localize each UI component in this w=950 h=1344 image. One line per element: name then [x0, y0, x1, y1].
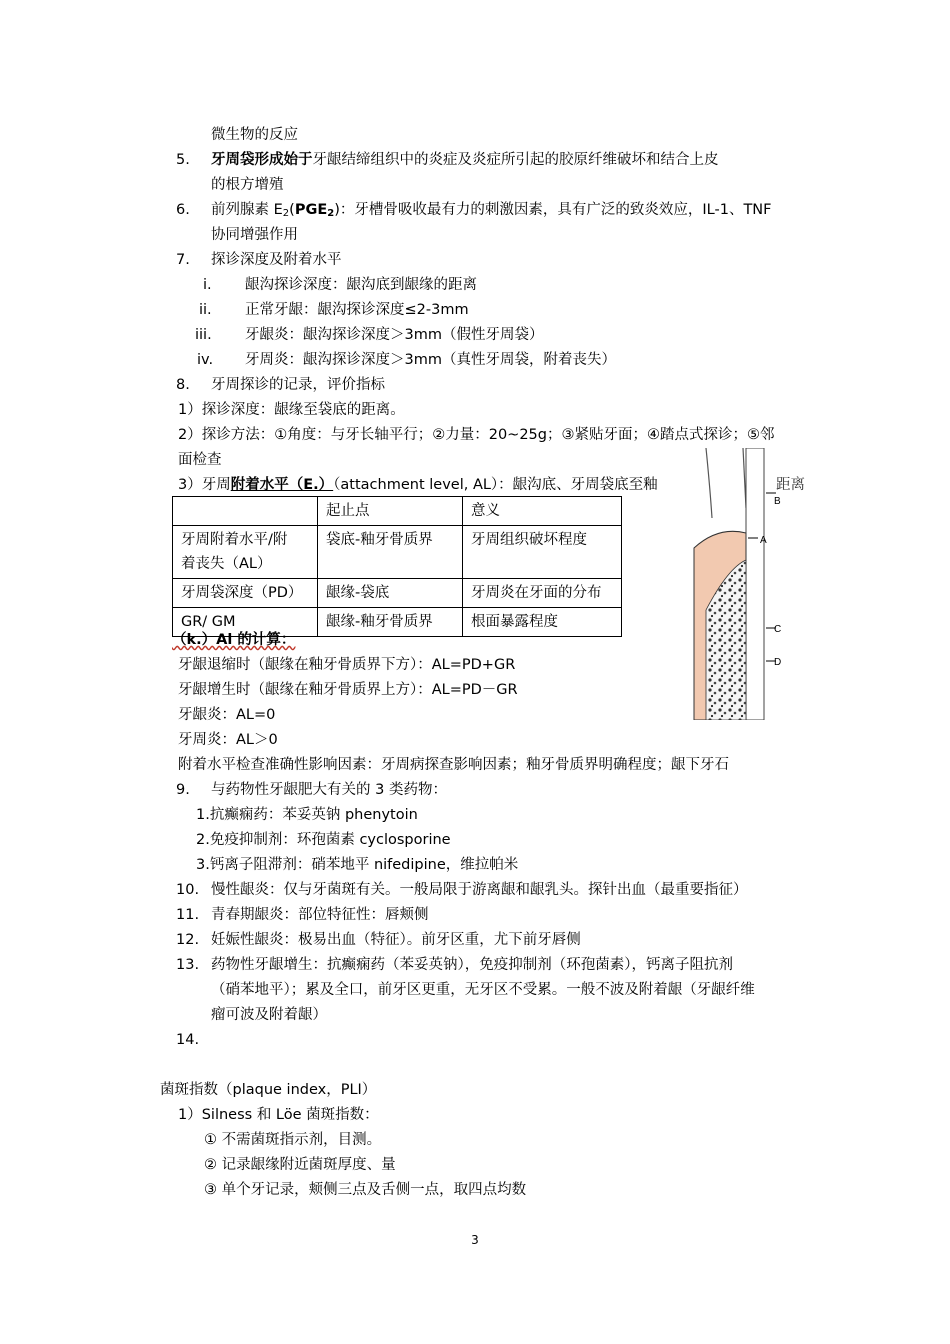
- list-item-line: 协同增强作用: [211, 227, 298, 243]
- list-item: 妊娠性龈炎：极易出血（特征）。前牙区重，尤下前牙唇侧: [211, 932, 581, 948]
- list-item-line: 的根方增殖: [211, 177, 284, 193]
- list-item: 药物性牙龈增生：抗癫痫药（苯妥英钠），免疫抑制剂（环孢菌素），钙离子阻抗剂: [211, 957, 733, 973]
- list-item: 探诊深度及附着水平: [211, 252, 342, 268]
- roman-number: i.: [203, 277, 212, 293]
- probe-line: [706, 448, 712, 518]
- item-text: 前列腺素 E: [211, 202, 283, 218]
- subsection-heading: 1）Silness 和 Löe 菌斑指数：: [178, 1107, 379, 1123]
- sub-list-item: 牙龈炎：龈沟探诊深度＞3mm（假性牙周袋）: [245, 327, 544, 343]
- paragraph-line: 面检查: [178, 452, 222, 468]
- figure-label-b: B: [774, 496, 781, 507]
- roman-number: ii.: [199, 302, 212, 318]
- subscript: 2: [327, 208, 335, 219]
- bold-term: 附着水平（E.）: [230, 477, 334, 493]
- list-number: 10.: [176, 882, 200, 898]
- tooth-attachment-figure: [688, 448, 810, 720]
- list-item: 牙周探诊的记录，评价指标: [211, 377, 385, 393]
- table-cell: 牙周组织破坏程度: [463, 526, 622, 579]
- list-number: 11.: [176, 907, 200, 923]
- item-text: 牙龈结缔组织中的炎症及炎症所引起的胶原纤维破坏和结合上皮: [312, 152, 719, 168]
- paragraph-line: [178, 474, 658, 496]
- list-number: 14.: [176, 1032, 200, 1048]
- drug-item: 3.钙离子阻滞剂：硝苯地平 nifedipine，维拉帕米: [196, 857, 519, 873]
- table-cell: GR/ GM: [173, 608, 318, 637]
- cell-line: 着丧失（AL）: [181, 556, 272, 572]
- paragraph-line: 2）探诊方法：①角度：与牙长轴平行；②力量：20~25g；③紧贴牙面；④踏点式探诊；⑤邻: [178, 427, 775, 443]
- list-item: [211, 199, 772, 225]
- list-number: 13.: [176, 957, 200, 973]
- table-cell: 牙周袋深度（PD）: [173, 579, 318, 608]
- list-number: 5.: [176, 152, 190, 168]
- item-text: )：牙槽骨吸收最有力的刺激因素，具有广泛的致炎效应，IL-1、TNF: [334, 202, 772, 218]
- list-item: 慢性龈炎：仅与牙菌斑有关。一般局限于游离龈和龈乳头。探针出血（最重要指征）: [211, 882, 748, 898]
- paragraph-line-end: 距离: [776, 477, 805, 493]
- table-cell: [173, 526, 318, 579]
- table-header-cell: 意义: [463, 497, 622, 526]
- calc-line: 牙龈退缩时（龈缘在釉牙骨质界下方）：AL=PD+GR: [178, 657, 516, 673]
- list-item-line: 瘤可波及附着龈）: [211, 1007, 327, 1023]
- subscript: 2: [282, 208, 290, 219]
- table-header-cell: [173, 497, 318, 526]
- attachment-table: [172, 496, 622, 637]
- list-item-continuation: 微生物的反应: [211, 127, 298, 143]
- tooth-root: [746, 448, 764, 720]
- paragraph-line: 1）探诊深度：龈缘至袋底的距离。: [178, 402, 405, 418]
- figure-label-c: C: [774, 624, 782, 635]
- list-number: 6.: [176, 202, 190, 218]
- table-cell: 根面暴露程度: [463, 608, 622, 637]
- table-header-cell: 起止点: [318, 497, 463, 526]
- list-number: 12.: [176, 932, 200, 948]
- table-cell: 牙周炎在牙面的分布: [463, 579, 622, 608]
- pli-point: ② 记录龈缘附近菌斑厚度、量: [204, 1157, 396, 1173]
- table-header-row: [173, 497, 622, 526]
- calc-title: （k.）Al 的计算：: [172, 632, 296, 648]
- calc-line: 牙周炎：AL＞0: [178, 732, 278, 748]
- table-cell: 袋底-釉牙骨质界: [318, 526, 463, 579]
- page-number: 3: [471, 1233, 479, 1247]
- list-number: 7.: [176, 252, 190, 268]
- list-item: 与药物性牙龈肥大有关的 3 类药物：: [211, 782, 447, 798]
- list-number: 8.: [176, 377, 190, 393]
- list-item: 青春期龈炎：部位特征性：唇颊侧: [211, 907, 429, 923]
- calc-line: 牙龈炎：AL=0: [178, 707, 276, 723]
- figure-label-a: A: [760, 535, 767, 546]
- item-text: 3）牙周: [178, 477, 231, 493]
- drug-item: 1.抗癫痫药：苯妥英钠 phenytoin: [196, 807, 418, 823]
- pli-point: ① 不需菌斑指示剂，目测。: [204, 1132, 382, 1148]
- list-item-line: （硝苯地平）；累及全口，前牙区更重，无牙区不受累。一般不波及附着龈（牙龈纤维: [211, 982, 755, 998]
- bold-term: PGE: [294, 202, 328, 218]
- calc-line: 牙龈增生时（龈缘在釉牙骨质界上方）：AL=PD－GR: [178, 682, 518, 698]
- list-item: [211, 149, 719, 171]
- cell-line: 牙周附着水平/附: [181, 532, 288, 548]
- item-text: (: [289, 202, 295, 218]
- bold-term: 牙周袋形成始于: [211, 152, 313, 168]
- drug-item: 2.免疫抑制剂：环孢菌素 cyclosporine: [196, 832, 451, 848]
- sub-list-item: 龈沟探诊深度：龈沟底到龈缘的距离: [245, 277, 477, 293]
- table-row: [173, 579, 622, 608]
- roman-number: iv.: [197, 352, 214, 368]
- table-row: [173, 526, 622, 579]
- table-cell: 龈缘-袋底: [318, 579, 463, 608]
- sub-list-item: 正常牙龈：龈沟探诊深度≤2-3mm: [245, 302, 469, 318]
- item-text: （attachment level, AL）：龈沟底、牙周袋底至釉: [333, 477, 658, 493]
- table-cell: 龈缘-釉牙骨质界: [318, 608, 463, 637]
- sub-list-item: 牙周炎：龈沟探诊深度＞3mm（真性牙周袋，附着丧失）: [245, 352, 616, 368]
- list-number: 9.: [176, 782, 190, 798]
- roman-number: iii.: [195, 327, 212, 343]
- section-heading: 菌斑指数（plaque index，PLI）: [160, 1082, 377, 1098]
- pli-point: ③ 单个牙记录，颊侧三点及舌侧一点，取四点均数: [204, 1182, 527, 1198]
- figure-label-d: D: [774, 657, 782, 668]
- calc-line: 附着水平检查准确性影响因素：牙周病探查影响因素；釉牙骨质界明确程度；龈下牙石: [178, 757, 729, 773]
